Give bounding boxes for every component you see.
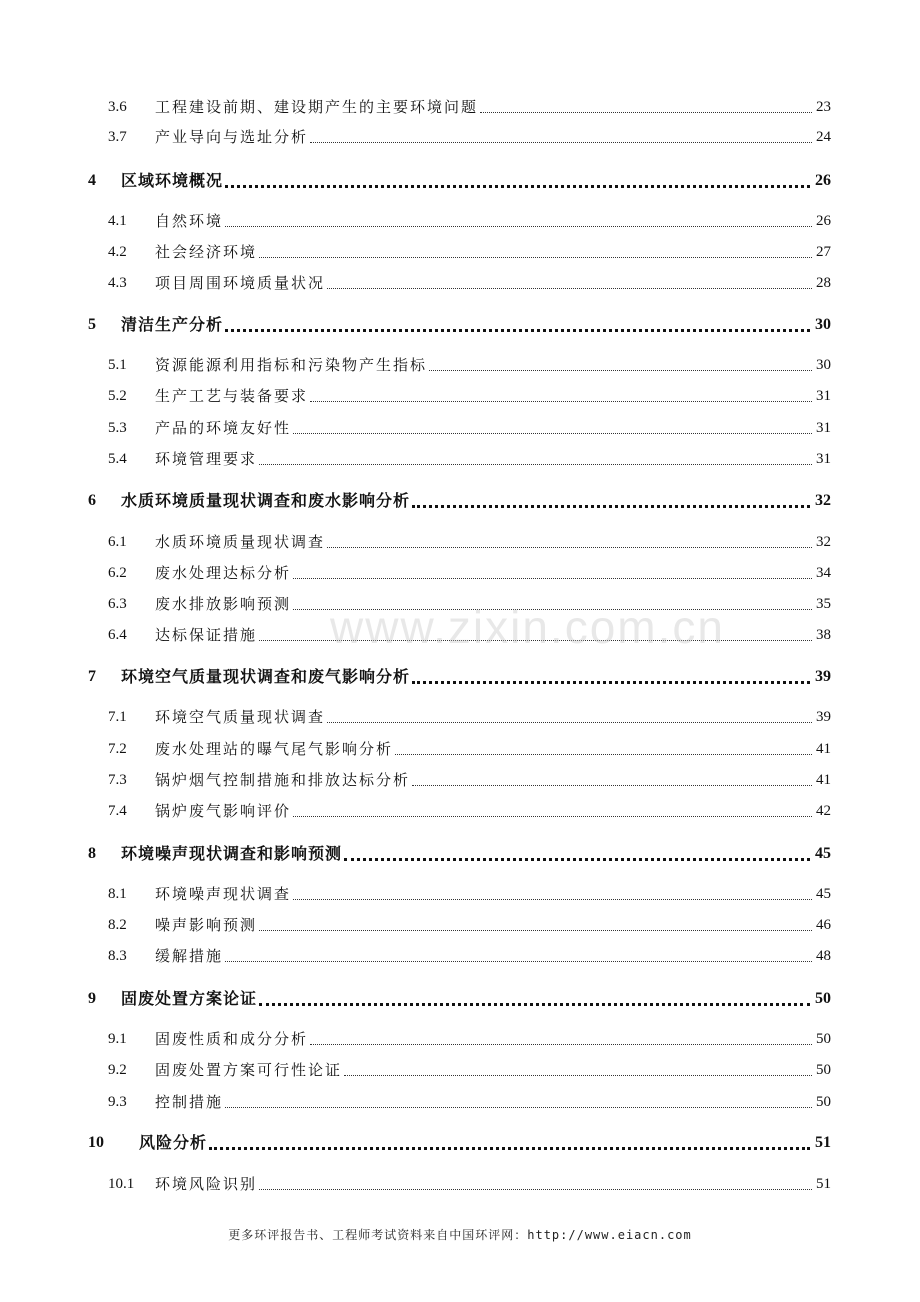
toc-dot-leader xyxy=(225,1107,812,1108)
toc-section-entry[interactable] xyxy=(0,353,920,377)
toc-entry-title: 区域环境概况 xyxy=(121,171,224,190)
toc-entry-number: 3.7 xyxy=(108,129,127,145)
toc-entry-title: 噪声影响预测 xyxy=(155,916,258,934)
toc-entry-page-number: 50 xyxy=(815,990,831,1007)
toc-entry-title: 资源能源利用指标和污染物产生指标 xyxy=(155,356,428,374)
toc-entry-number: 5.3 xyxy=(108,420,127,436)
toc-entry-page-number: 46 xyxy=(816,917,831,933)
toc-dot-leader xyxy=(412,785,812,786)
toc-entry-page-number: 31 xyxy=(816,420,831,436)
toc-entry-title: 社会经济环境 xyxy=(155,243,258,261)
toc-entry-number: 6.3 xyxy=(108,596,127,612)
toc-entry-title: 环境管理要求 xyxy=(155,450,258,468)
toc-entry-number: 7 xyxy=(88,668,96,685)
toc-entry-title: 废水排放影响预测 xyxy=(155,595,292,613)
toc-entry-title: 产品的环境友好性 xyxy=(155,419,292,437)
toc-entry-page-number: 50 xyxy=(816,1094,831,1110)
toc-entry-page-number: 28 xyxy=(816,275,831,291)
toc-section-entry[interactable] xyxy=(0,95,920,119)
toc-entry-number: 6 xyxy=(88,492,96,509)
toc-section-entry[interactable] xyxy=(0,737,920,761)
toc-entry-number: 8.1 xyxy=(108,886,127,902)
toc-entry-number: 7.4 xyxy=(108,803,127,819)
toc-entry-title: 环境风险识别 xyxy=(155,1175,258,1193)
toc-section-entry[interactable] xyxy=(0,1090,920,1114)
toc-chapter-entry[interactable] xyxy=(0,665,920,689)
toc-entry-page-number: 31 xyxy=(816,451,831,467)
toc-entry-page-number: 41 xyxy=(816,772,831,788)
toc-entry-title: 环境空气质量现状调查 xyxy=(155,708,326,726)
toc-entry-title: 达标保证措施 xyxy=(155,626,258,644)
toc-dot-leader xyxy=(293,899,812,900)
toc-section-entry[interactable] xyxy=(0,1172,920,1196)
toc-dot-leader xyxy=(225,226,812,227)
toc-entry-page-number: 31 xyxy=(816,388,831,404)
toc-entry-number: 6.4 xyxy=(108,627,127,643)
toc-entry-page-number: 23 xyxy=(816,99,831,115)
toc-entry-number: 4.1 xyxy=(108,213,127,229)
toc-dot-leader xyxy=(327,722,812,723)
toc-entry-page-number: 34 xyxy=(816,565,831,581)
toc-dot-leader xyxy=(293,433,812,434)
toc-dot-leader xyxy=(225,329,810,332)
toc-chapter-entry[interactable] xyxy=(0,987,920,1011)
toc-section-entry[interactable] xyxy=(0,209,920,233)
toc-entry-number: 9.3 xyxy=(108,1094,127,1110)
toc-entry-title: 自然环境 xyxy=(155,212,224,230)
toc-entry-number: 6.2 xyxy=(108,565,127,581)
watermark: www.zixin.com.cn xyxy=(330,601,725,653)
toc-entry-page-number: 50 xyxy=(816,1031,831,1047)
toc-dot-leader xyxy=(310,1044,812,1045)
toc-entry-number: 4.2 xyxy=(108,244,127,260)
toc-chapter-entry[interactable] xyxy=(0,313,920,337)
toc-entry-number: 8.2 xyxy=(108,917,127,933)
toc-entry-title: 废水处理站的曝气尾气影响分析 xyxy=(155,740,394,758)
toc-section-entry[interactable] xyxy=(0,530,920,554)
toc-entry-title: 水质环境质量现状调查 xyxy=(155,533,326,551)
toc-dot-leader xyxy=(344,858,810,861)
toc-entry-page-number: 39 xyxy=(816,709,831,725)
toc-entry-title: 环境空气质量现状调查和废气影响分析 xyxy=(121,667,411,686)
toc-entry-page-number: 26 xyxy=(816,213,831,229)
toc-entry-title: 固废处置方案论证 xyxy=(121,989,258,1008)
toc-entry-number: 3.6 xyxy=(108,99,127,115)
toc-section-entry[interactable] xyxy=(0,705,920,729)
toc-section-entry[interactable] xyxy=(0,561,920,585)
toc-entry-title: 工程建设前期、建设期产生的主要环境问题 xyxy=(155,98,479,116)
toc-section-entry[interactable] xyxy=(0,125,920,149)
toc-dot-leader xyxy=(225,961,812,962)
toc-entry-page-number: 30 xyxy=(815,316,831,333)
toc-dot-leader xyxy=(412,681,810,684)
toc-dot-leader xyxy=(259,464,812,465)
toc-entry-number: 5.1 xyxy=(108,357,127,373)
toc-dot-leader xyxy=(293,578,812,579)
toc-entry-page-number: 51 xyxy=(815,1134,831,1151)
toc-entry-number: 9.1 xyxy=(108,1031,127,1047)
toc-entry-page-number: 26 xyxy=(815,172,831,189)
toc-entry-title: 控制措施 xyxy=(155,1093,224,1111)
toc-entry-title: 清洁生产分析 xyxy=(121,315,224,334)
toc-entry-title: 固废性质和成分分析 xyxy=(155,1030,309,1048)
toc-section-entry[interactable] xyxy=(0,240,920,264)
toc-entry-title: 风险分析 xyxy=(139,1133,208,1152)
toc-section-entry[interactable] xyxy=(0,768,920,792)
toc-entry-number: 9.2 xyxy=(108,1062,127,1078)
toc-entry-page-number: 45 xyxy=(816,886,831,902)
toc-entry-page-number: 48 xyxy=(816,948,831,964)
toc-entry-page-number: 32 xyxy=(815,492,831,509)
toc-entry-title: 环境噪声现状调查 xyxy=(155,885,292,903)
toc-entry-number: 10.1 xyxy=(108,1176,135,1192)
toc-entry-number: 7.3 xyxy=(108,772,127,788)
toc-entry-page-number: 24 xyxy=(816,129,831,145)
toc-dot-leader xyxy=(327,547,812,548)
toc-entry-number: 4.3 xyxy=(108,275,127,291)
toc-entry-page-number: 38 xyxy=(816,627,831,643)
toc-entry-number: 8.3 xyxy=(108,948,127,964)
toc-section-entry[interactable] xyxy=(0,447,920,471)
toc-entry-title: 项目周围环境质量状况 xyxy=(155,274,326,292)
toc-dot-leader xyxy=(310,401,812,402)
toc-dot-leader xyxy=(429,370,812,371)
toc-dot-leader xyxy=(327,288,812,289)
toc-entry-page-number: 50 xyxy=(816,1062,831,1078)
toc-entry-title: 固废处置方案可行性论证 xyxy=(155,1061,343,1079)
toc-entry-title: 产业导向与选址分析 xyxy=(155,128,309,146)
toc-entry-page-number: 51 xyxy=(816,1176,831,1192)
toc-entry-title: 锅炉废气影响评价 xyxy=(155,802,292,820)
toc-section-entry[interactable] xyxy=(0,799,920,823)
toc-dot-leader xyxy=(310,142,812,143)
toc-entry-page-number: 30 xyxy=(816,357,831,373)
toc-section-entry[interactable] xyxy=(0,882,920,906)
toc-entry-number: 6.1 xyxy=(108,534,127,550)
toc-dot-leader xyxy=(412,505,810,508)
toc-entry-page-number: 35 xyxy=(816,596,831,612)
toc-entry-title: 废水处理达标分析 xyxy=(155,564,292,582)
toc-chapter-entry[interactable] xyxy=(0,489,920,513)
toc-entry-page-number: 42 xyxy=(816,803,831,819)
toc-entry-title: 生产工艺与装备要求 xyxy=(155,387,309,405)
toc-dot-leader xyxy=(480,112,812,113)
toc-dot-leader xyxy=(344,1075,812,1076)
toc-entry-number: 8 xyxy=(88,845,96,862)
toc-dot-leader xyxy=(395,754,812,755)
toc-section-entry[interactable] xyxy=(0,1027,920,1051)
toc-section-entry[interactable] xyxy=(0,271,920,295)
toc-entry-page-number: 45 xyxy=(815,845,831,862)
toc-entry-page-number: 39 xyxy=(815,668,831,685)
toc-chapter-entry[interactable] xyxy=(0,1131,920,1155)
toc-entry-number: 9 xyxy=(88,990,96,1007)
toc-dot-leader xyxy=(259,930,812,931)
toc-chapter-entry[interactable] xyxy=(0,842,920,866)
toc-entry-title: 缓解措施 xyxy=(155,947,224,965)
toc-dot-leader xyxy=(293,816,812,817)
page-footer: 更多环评报告书、工程师考试资料来自中国环评网：http://www.eiacn.com xyxy=(228,1228,692,1242)
toc-entry-number: 10 xyxy=(88,1134,104,1151)
toc-entry-number: 7.2 xyxy=(108,741,127,757)
toc-section-entry[interactable] xyxy=(0,1058,920,1082)
toc-section-entry[interactable] xyxy=(0,944,920,968)
toc-dot-leader xyxy=(259,1003,810,1006)
toc-entry-page-number: 32 xyxy=(816,534,831,550)
toc-section-entry[interactable] xyxy=(0,416,920,440)
toc-chapter-entry[interactable] xyxy=(0,169,920,193)
toc-entry-number: 5.2 xyxy=(108,388,127,404)
toc-entry-page-number: 27 xyxy=(816,244,831,260)
toc-entry-number: 5.4 xyxy=(108,451,127,467)
toc-dot-leader xyxy=(209,1147,810,1150)
toc-dot-leader xyxy=(259,1189,812,1190)
toc-section-entry[interactable] xyxy=(0,913,920,937)
toc-entry-title: 锅炉烟气控制措施和排放达标分析 xyxy=(155,771,411,789)
toc-entry-number: 7.1 xyxy=(108,709,127,725)
toc-entry-title: 水质环境质量现状调查和废水影响分析 xyxy=(121,491,411,510)
toc-entry-number: 4 xyxy=(88,172,96,189)
toc-dot-leader xyxy=(225,185,810,188)
toc-entry-number: 5 xyxy=(88,316,96,333)
toc-entry-page-number: 41 xyxy=(816,741,831,757)
toc-dot-leader xyxy=(259,257,812,258)
toc-section-entry[interactable] xyxy=(0,384,920,408)
toc-entry-title: 环境噪声现状调查和影响预测 xyxy=(121,844,343,863)
